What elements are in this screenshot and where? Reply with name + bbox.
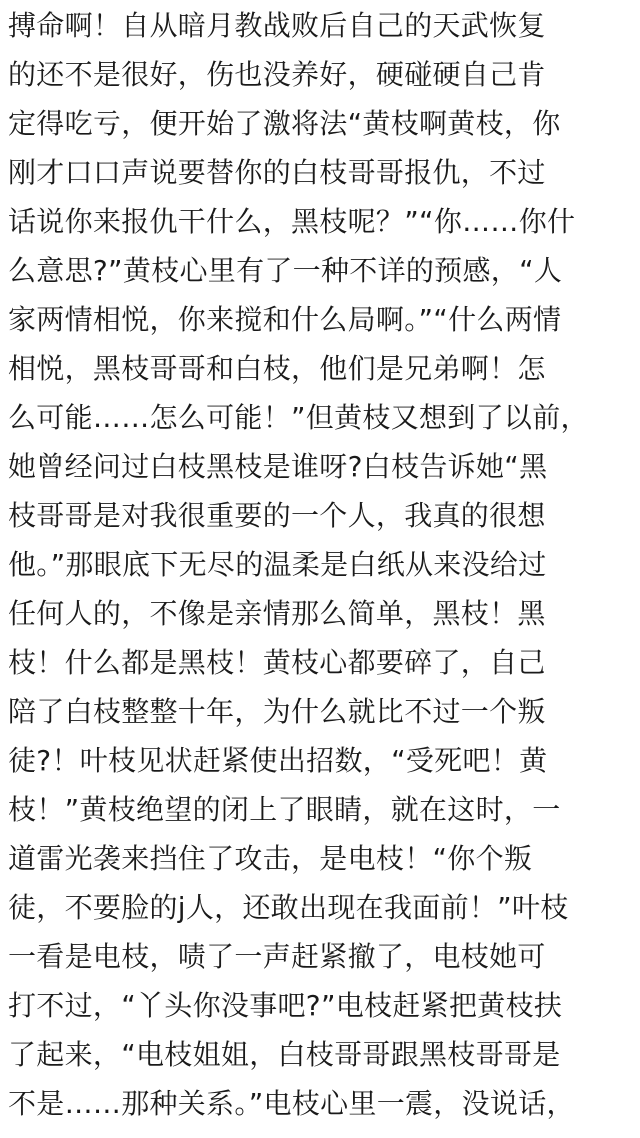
text-line-16: 徒?！叶枝见状赶紧使出招数，“受死吧！黄 (8, 744, 548, 777)
text-line-2: 的还不是很好，伤也没养好，硬碰硬自己肯 (8, 58, 546, 91)
text-line-8: 相悦，黑枝哥哥和白枝，他们是兄弟啊！怎 (8, 352, 546, 385)
text-line-1: 搏命啊！自从暗月教战败后自己的天武恢复 (8, 9, 546, 42)
text-line-10: 她曾经问过白枝黑枝是谁呀?白枝告诉她“黑 (8, 450, 548, 483)
text-line-23: 不是……那种关系。”电枝心里一震，没说话， (8, 1087, 575, 1120)
text-line-7: 家两情相悦，你来搅和什么局啊。”“什么两情 (8, 303, 562, 336)
text-line-22: 了起来，“电枝姐姐，白枝哥哥跟黑枝哥哥是 (8, 1038, 561, 1071)
text-line-21: 打不过，“丫头你没事吧?”电枝赶紧把黄枝扶 (8, 989, 563, 1022)
text-line-6: 么意思?”黄枝心里有了一种不详的预感，“人 (8, 254, 563, 287)
text-line-14: 枝！什么都是黑枝！黄枝心都要碎了，自己 (8, 646, 546, 679)
text-line-5: 话说你来报仇干什么，黑枝呢？”“你……你什 (8, 205, 576, 238)
text-line-9: 么可能……怎么可能！”但黄枝又想到了以前， (8, 401, 589, 434)
text-line-17: 枝！”黄枝绝望的闭上了眼睛，就在这时，一 (8, 793, 561, 826)
text-line-11: 枝哥哥是对我很重要的一个人，我真的很想 (8, 499, 546, 532)
text-line-12: 他。”那眼底下无尽的温柔是白纸从来没给过 (8, 548, 547, 581)
text-line-15: 陪了白枝整整十年，为什么就比不过一个叛 (8, 695, 546, 728)
text-line-18: 道雷光袭来挡住了攻击，是电枝！“你个叛 (8, 842, 533, 875)
text-line-3: 定得吃亏，便开始了激将法“黄枝啊黄枝，你 (8, 107, 561, 140)
text-line-13: 任何人的，不像是亲情那么简单，黑枝！黑 (8, 597, 546, 630)
text-line-4: 刚才口口声说要替你的白枝哥哥报仇，不过 (8, 156, 546, 189)
text-line-20: 一看是电枝，啧了一声赶紧撤了，电枝她可 (8, 940, 546, 973)
text-line-19: 徒，不要脸的j人，还敢出现在我面前！”叶枝 (8, 891, 569, 924)
